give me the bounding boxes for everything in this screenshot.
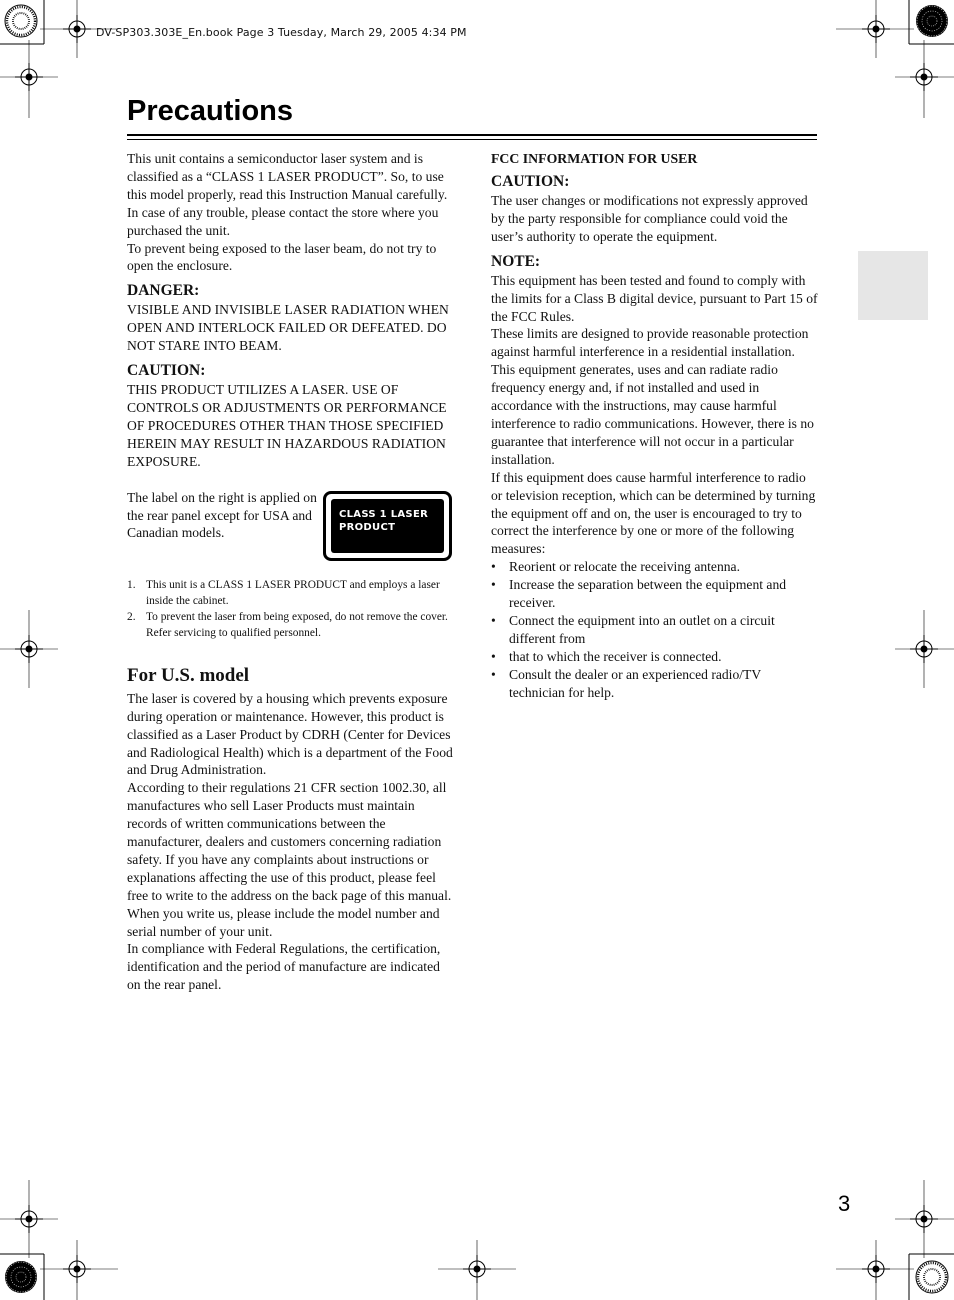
intro-paragraph-2: To prevent being exposed to the laser beam, do not try to open the enclosure.	[127, 240, 437, 274]
book-file-info: DV-SP303.303E_En.book Page 3 Tuesday, March 29, 2005 4:34 PM	[96, 26, 467, 39]
danger-heading: DANGER:	[127, 282, 200, 300]
list-item	[491, 558, 819, 576]
fcc-caution-text: The user changes or modifications not expressly approved by the party responsible for compliance could void the user’s authority to operate the equipment.	[491, 193, 808, 244]
page-number: 3	[838, 1191, 851, 1216]
caution-heading: CAUTION:	[127, 362, 206, 380]
list-text: Reorient or relocate the receiving antenna.	[509, 559, 740, 575]
laser-label-plate	[331, 499, 444, 553]
list-text: This unit is a CLASS 1 LASER PRODUCT and employs a laser inside the cabinet.	[146, 578, 440, 607]
list-text: To prevent the laser from being exposed, do not remove the cover. Refer servicing to qualified personnel.	[146, 611, 448, 640]
label-section	[127, 489, 455, 569]
list-item	[491, 666, 819, 702]
list-text: Consult the dealer or an experienced radio/TV technician for help.	[509, 666, 761, 700]
list-text: that to which the receiver is connected.	[509, 648, 722, 664]
danger-text: VISIBLE AND INVISIBLE LASER RADIATION WHEN OPEN AND INTERLOCK FAILED OR DEFEATED. DO NOT STARE INTO BEAM.	[127, 302, 449, 354]
fcc-caution-heading: CAUTION:	[491, 173, 570, 190]
us-model-text-3: In compliance with Federal Regulations, the certification, identification and the period of manufacture are indicated on the rear panel.	[127, 941, 441, 993]
list-item	[491, 648, 819, 666]
class1-laser-label	[323, 491, 452, 561]
us-model-text-2: According to their regulations 21 CFR section 1002.30, all manufactures who sell Laser Products must maintain records of written communications between the manufacturer, dealers and customers concerning radiation safety. If you have any complaints about instructions or explanations affecting the use of this product, please feel free to write to the address on the back page of this manual. When you write us, please include the model number and serial number of your unit.	[127, 780, 452, 939]
laser-notes-list	[127, 577, 455, 642]
section-tab	[858, 251, 928, 320]
bullet: •	[491, 577, 496, 593]
note-text: This equipment has been tested and found to comply with the limits for a Class B digital device, pursuant to Part 15 of the FCC Rules.	[491, 272, 818, 324]
bullet: •	[491, 666, 496, 682]
list-text: Increase the separation between the equipment and receiver.	[509, 577, 787, 611]
left-column	[127, 150, 455, 994]
us-model-text: The laser is covered by a housing which prevents exposure during operation or maintenance. However, this product is classified as a Laser Product by CDRH (Center for Devices and Radiological Health) which is a department of the Food and Drug Administration.	[127, 690, 453, 778]
laser-label-line1: CLASS 1 LASER	[339, 508, 429, 520]
label-description: The label on the right is applied on the rear panel except for USA and Canadian models.	[127, 489, 317, 541]
laser-label-line2: PRODUCT	[339, 521, 396, 533]
list-number: 2.	[127, 611, 136, 624]
list-item	[127, 577, 455, 610]
note-heading: NOTE:	[491, 252, 541, 270]
note-text-3: If this equipment does cause harmful interference to radio or television reception, which can be determined by turning the equipment off and on, the user is encouraged to try to correct the interference by one or more of the following measures:	[491, 469, 816, 557]
fcc-heading: FCC INFORMATION FOR USER	[491, 151, 698, 166]
list-item	[491, 612, 819, 648]
bullet: •	[491, 648, 496, 664]
measures-list	[491, 558, 819, 701]
list-number: 1.	[127, 578, 136, 591]
intro-paragraph: This unit contains a semiconductor laser system and is classified as a “CLASS 1 LASER PRODUCT”. So, to use this model properly, read this Instruction Manual carefully. In case of any trouble, please contact the store where you purchased the unit.	[127, 151, 448, 238]
note-text-2: These limits are designed to provide reasonable protection against harmful interference in a residential installation. This equipment generates, uses and can radiate radio frequency energy and, if not installed and used in accordance with the instructions, may cause harmful interference to radio communications. However, there is no guarantee that interference will not occur in a particular installation.	[491, 326, 814, 467]
title-rule	[127, 134, 817, 136]
title-rule-thin	[127, 139, 817, 140]
list-text: Connect the equipment into an outlet on a circuit different from	[509, 612, 775, 646]
page-title: Precautions	[127, 95, 293, 127]
right-column	[491, 150, 819, 701]
list-item	[127, 609, 455, 642]
list-item	[491, 576, 819, 612]
caution-text: THIS PRODUCT UTILIZES A LASER. USE OF CONTROLS OR ADJUSTMENTS OR PERFORMANCE OF PROCEDURES OTHER THAN THOSE SPECIFIED HEREIN MAY RESULT IN HAZARDOUS RADIATION EXPOSURE.	[127, 382, 447, 469]
bullet: •	[491, 559, 496, 575]
bullet: •	[491, 612, 496, 628]
us-model-heading: For U.S. model	[127, 664, 250, 686]
